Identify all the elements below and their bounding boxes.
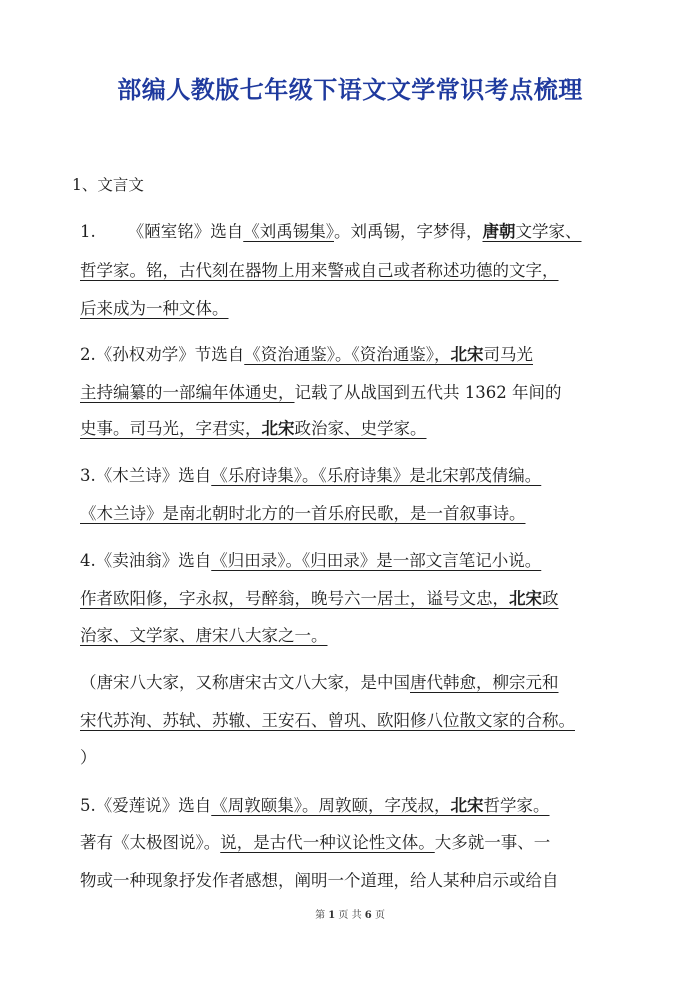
note-line-2 xyxy=(80,710,575,732)
footer-prefix: 第 xyxy=(315,910,326,921)
item-3-line-2 xyxy=(80,503,526,525)
item-2-line-2 xyxy=(80,382,561,404)
bold-underlined-text: 北宋 xyxy=(450,345,484,364)
underlined-text: 《周敦颐集》。周敦颐，字茂叔， xyxy=(211,796,451,815)
item-5-line-1 xyxy=(80,795,550,817)
item-1-line-2 xyxy=(80,260,559,282)
text-segment: 记载了从战国到五代共 1362 年间的 xyxy=(294,383,562,402)
text-segment: 著有《太极图说》。 xyxy=(80,833,221,852)
underlined-text: 《资治通鉴》。《资治通鉴》， xyxy=(244,345,451,364)
item-4-line-1 xyxy=(80,550,541,572)
underlined-text: 《木兰诗》是南北朝时北方的一首乐府民歌，是一首叙事诗。 xyxy=(80,504,526,523)
page-footer xyxy=(0,906,700,921)
note-line-1 xyxy=(80,672,559,694)
bold-underlined-text: 北宋 xyxy=(261,419,295,438)
underlined-text: 说，是古代一种议论性文体。 xyxy=(220,833,435,852)
underlined-text: 宋代苏洵、苏轼、苏辙、王安石、曾巩、欧阳修八位散文家的合称。 xyxy=(80,711,575,730)
underlined-text: 《乐府诗集》。《乐府诗集》是北宋郭茂倩编。 xyxy=(211,466,542,485)
footer-middle: 页 共 xyxy=(338,910,362,921)
underlined-text: 司马光 xyxy=(483,345,533,364)
underlined-text: 政 xyxy=(542,589,559,608)
item-1-line-3 xyxy=(80,298,229,320)
page-title: 部编人教版七年级下语文文学常识考点梳理 xyxy=(117,76,583,104)
text-segment: 。刘禹锡，字梦得， xyxy=(334,222,483,241)
text-segment: 2.《孙权劝学》节选自 xyxy=(80,345,245,364)
underlined-text: 主持编纂的一部编年体通史， xyxy=(80,383,295,402)
section-heading: 1、文言文 xyxy=(72,176,144,194)
text-segment: 《陋室铭》选自 xyxy=(127,222,244,241)
item-2-line-3 xyxy=(80,418,427,440)
item-5-line-2 xyxy=(80,832,550,854)
item-3-line-1 xyxy=(80,465,541,487)
text-segment: 大多就一事、一 xyxy=(434,833,551,852)
text-segment: ） xyxy=(80,748,97,767)
underlined-text: 唐代韩愈，柳宗元和 xyxy=(410,673,559,692)
note-line-3 xyxy=(80,747,97,769)
text-segment: 物或一种现象抒发作者感想，阐明一个道理，给人某种启示或给自 xyxy=(80,871,559,890)
item-5-line-3 xyxy=(80,870,559,892)
underlined-text: 政治家、史学家。 xyxy=(294,419,427,438)
underlined-text: 作者欧阳修，字永叔，号醉翁，晚号六一居士，谥号文忠， xyxy=(80,589,509,608)
underlined-text: 《归田录》。《归田录》是一部文言笔记小说。 xyxy=(211,551,542,570)
text-segment: 3.《木兰诗》选自 xyxy=(80,466,212,485)
total-page-number: 6 xyxy=(364,910,372,921)
underlined-text: 史事。司马光，字君实， xyxy=(80,419,262,438)
underlined-text: 哲学家。 xyxy=(483,796,550,815)
text-segment: 4.《卖油翁》选自 xyxy=(80,551,212,570)
item-1-line-1 xyxy=(80,221,582,243)
current-page-number: 1 xyxy=(328,910,336,921)
footer-suffix: 页 xyxy=(374,910,385,921)
item-4-line-2 xyxy=(80,588,559,610)
item-4-line-3 xyxy=(80,625,328,647)
underlined-text: 后来成为一种文体。 xyxy=(80,299,229,318)
item-1-number: 1. xyxy=(80,222,96,241)
bold-underlined-text: 北宋 xyxy=(450,796,484,815)
underlined-text: 《刘禹锡集》 xyxy=(243,222,334,241)
underlined-text: 治家、文学家、唐宋八大家之一。 xyxy=(80,626,328,645)
underlined-text: 文学家、 xyxy=(515,222,582,241)
text-segment: （唐宋八大家，又称唐宋古文八大家，是中国 xyxy=(80,673,410,692)
bold-underlined-text: 唐朝 xyxy=(482,222,516,241)
text-segment: 5.《爱莲说》选自 xyxy=(80,796,212,815)
bold-underlined-text: 北宋 xyxy=(509,589,542,608)
underlined-text: 哲学家。铭，古代刻在器物上用来警戒自己或者称述功德的文字， xyxy=(80,261,559,280)
item-2-line-1 xyxy=(80,344,533,366)
